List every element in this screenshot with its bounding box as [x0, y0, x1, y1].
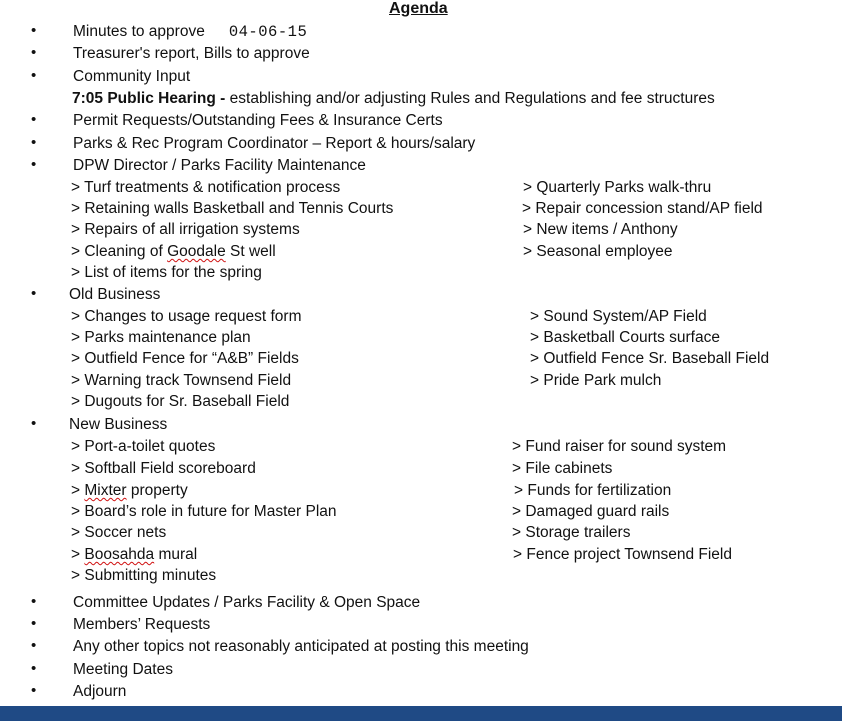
dpw-subitem-right: > Quarterly Parks walk-thru	[523, 179, 712, 196]
new-business-subitem-right: > Fence project Townsend Field	[513, 546, 732, 563]
bullet-icon: •	[31, 682, 37, 699]
bullet-icon: •	[31, 637, 37, 654]
old-business-subitem-right: > Pride Park mulch	[530, 372, 662, 389]
new-business-subitem: > Board’s role in future for Master Plan	[71, 503, 337, 520]
new-business-subitem: > Softball Field scoreboard	[71, 460, 256, 477]
agenda-title: Agenda	[389, 0, 448, 17]
hearing-time: 7:05 Public Hearing -	[72, 90, 230, 107]
bullet-icon: •	[31, 415, 37, 432]
agenda-item-new-business: New Business	[69, 416, 168, 433]
old-business-subitem: > Changes to usage request form	[71, 308, 302, 325]
footer-bar	[0, 706, 842, 721]
agenda-item-other-topics: Any other topics not reasonably anticipated at posting this meeting	[73, 638, 529, 655]
dpw-subitem: > Turf treatments & notification process	[71, 179, 341, 196]
minutes-date: 04-06-15	[228, 23, 308, 41]
dpw-subitem-right: > New items / Anthony	[523, 221, 678, 238]
dpw-subitem: > List of items for the spring	[71, 264, 262, 281]
new-business-subitem-suffix: mural	[154, 546, 198, 563]
new-business-subitem-prefix: >	[71, 482, 85, 499]
dpw-subitem-right: > Repair concession stand/AP field	[522, 200, 763, 217]
bullet-icon: •	[31, 615, 37, 632]
new-business-subitem-suffix: property	[126, 482, 188, 499]
spellcheck-word: Mixter	[84, 482, 127, 499]
agenda-item-community: Community Input	[73, 68, 191, 85]
new-business-subitem	[71, 545, 197, 565]
old-business-subitem: > Warning track Townsend Field	[71, 372, 292, 389]
new-business-subitem	[71, 481, 188, 501]
minutes-label: Minutes to approve	[73, 23, 205, 40]
new-business-subitem: > Soccer nets	[71, 524, 167, 541]
spellcheck-word: Boosahda	[84, 546, 155, 563]
bullet-icon: •	[31, 111, 37, 128]
new-business-subitem: > Port-a-toilet quotes	[71, 438, 216, 455]
dpw-subitem-prefix: > Cleaning of	[71, 243, 168, 260]
new-business-subitem-right: > Fund raiser for sound system	[512, 438, 727, 455]
spellcheck-word: Goodale	[167, 243, 226, 260]
new-business-subitem-right: > File cabinets	[512, 460, 613, 477]
agenda-item-coordinator: Parks & Rec Program Coordinator – Report & hours/salary	[73, 135, 476, 152]
old-business-subitem-right: > Sound System/AP Field	[530, 308, 707, 325]
dpw-subitem: > Retaining walls Basketball and Tennis Courts	[71, 200, 394, 217]
bullet-icon: •	[31, 67, 37, 84]
hearing-text: establishing and/or adjusting Rules and Regulations and fee structures	[229, 90, 715, 107]
agenda-item-permit: Permit Requests/Outstanding Fees & Insurance Certs	[73, 112, 443, 129]
old-business-subitem-right: > Outfield Fence Sr. Baseball Field	[530, 350, 770, 367]
new-business-subitem-right: > Storage trailers	[512, 524, 631, 541]
bullet-icon: •	[31, 156, 37, 173]
new-business-subitem-right: > Funds for fertilization	[514, 482, 672, 499]
dpw-subitem-right: > Seasonal employee	[523, 243, 673, 260]
old-business-subitem: > Dugouts for Sr. Baseball Field	[71, 393, 290, 410]
bullet-icon: •	[31, 660, 37, 677]
dpw-subitem-suffix: St well	[225, 243, 276, 260]
new-business-subitem-prefix: >	[71, 546, 85, 563]
old-business-subitem: > Parks maintenance plan	[71, 329, 251, 346]
bullet-icon: •	[31, 593, 37, 610]
bullet-icon: •	[31, 285, 37, 302]
new-business-subitem-right: > Damaged guard rails	[512, 503, 670, 520]
new-business-subitem: > Submitting minutes	[71, 567, 217, 584]
agenda-item-dpw: DPW Director / Parks Facility Maintenance	[73, 157, 366, 174]
dpw-subitem	[71, 242, 276, 262]
agenda-item-members: Members’ Requests	[73, 616, 211, 633]
old-business-subitem-right: > Basketball Courts surface	[530, 329, 720, 346]
bullet-icon: •	[31, 22, 37, 39]
agenda-item-meeting-dates: Meeting Dates	[73, 661, 173, 678]
agenda-item-minutes	[73, 22, 307, 42]
agenda-item-treasurer: Treasurer's report, Bills to approve	[73, 45, 310, 62]
bullet-icon: •	[31, 134, 37, 151]
agenda-item-adjourn: Adjourn	[73, 683, 127, 700]
old-business-subitem: > Outfield Fence for “A&B” Fields	[71, 350, 299, 367]
bullet-icon: •	[31, 44, 37, 61]
agenda-item-public-hearing	[72, 89, 715, 109]
agenda-item-committee: Committee Updates / Parks Facility & Open Space	[73, 594, 421, 611]
agenda-item-old-business: Old Business	[69, 286, 161, 303]
dpw-subitem: > Repairs of all irrigation systems	[71, 221, 300, 238]
